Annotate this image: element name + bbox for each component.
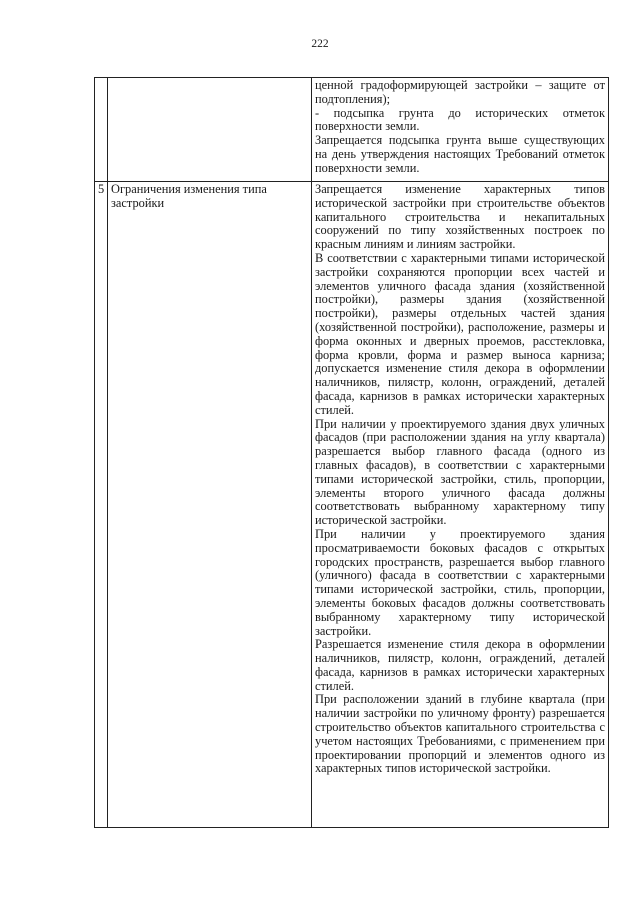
paragraph: Запрещается изменение характерных типов исторической застройки при строительстве объектов капитального строительства и некапитальных сооружений по типу хозяйственных построек по красным линиям и линиям застройки. [315,182,605,252]
row-text-cell [312,78,609,182]
paragraph: Запрещается подсыпка грунта выше существующих на день утверждения настоящих Требований отметок поверхности земли. [315,133,605,175]
paragraph: При расположении зданий в глубине квартала (при наличии застройки по уличному фронту) разрешается строительство объектов капитального строительства с учетом настоящих Требованиями, с применением при проектировании пропорций и элементов одного из характерных типов исторической застройки. [315,692,605,776]
paragraph: - подсыпка грунта до исторических отметок поверхности земли. [315,105,605,134]
paragraph: Разрешается изменение стиля декора в оформлении наличников, пилястр, колонн, ограждений, деталей фасада, карнизов в рамках исторически характерных стилей. [315,637,605,693]
row-name-cell: Ограничения изменения типа застройки [108,182,312,828]
page-number: 222 [311,38,329,50]
row-name-cell [108,78,312,182]
paragraph: При наличии у проектируемого здания двух уличных фасадов (при расположении здания на углу квартала) разрешается выбор главного фасада (одного из главных фасадов), в соответствии с характерными типами исторической застройки, стиль, пропорции, элементы второго уличного фасада должны соответствовать выбранному характерному типу исторической застройки. [315,416,605,528]
table-row [95,182,609,828]
row-number-cell: 5 [95,182,108,828]
row-text-cell [312,182,609,828]
table-row [95,78,609,182]
requirements-table [94,77,609,828]
paragraph: В соответствии с характерными типами исторической застройки сохраняются пропорции всех частей и элементов уличного фасада здания (хозяйственной постройки), размеры здания (хозяйственной постройки), размеры отдельных частей здания (хозяйственной постройки), расположение, размеры и форма оконных и дверных проемов, расстекловка, форма кровли, форма и размер выноса карниза; допускается изменение стиля декора в оформлении наличников, пилястр, колонн, ограждений, деталей фасада, карнизов в рамках исторически характерных стилей. [315,250,605,417]
paragraph: ценной градоформирующей застройки – защите от подтопления); [315,78,605,106]
paragraph: При наличии у проектируемого здания просматриваемости боковых фасадов с открытых городских пространств, разрешается выбор главного (уличного) фасада в соответствии с характерными типами исторической застройки, стиль, пропорции, элементы боковых фасадов должны соответствовать выбранному характерному типу исторической застройки. [315,526,605,638]
row-number-cell [95,78,108,182]
